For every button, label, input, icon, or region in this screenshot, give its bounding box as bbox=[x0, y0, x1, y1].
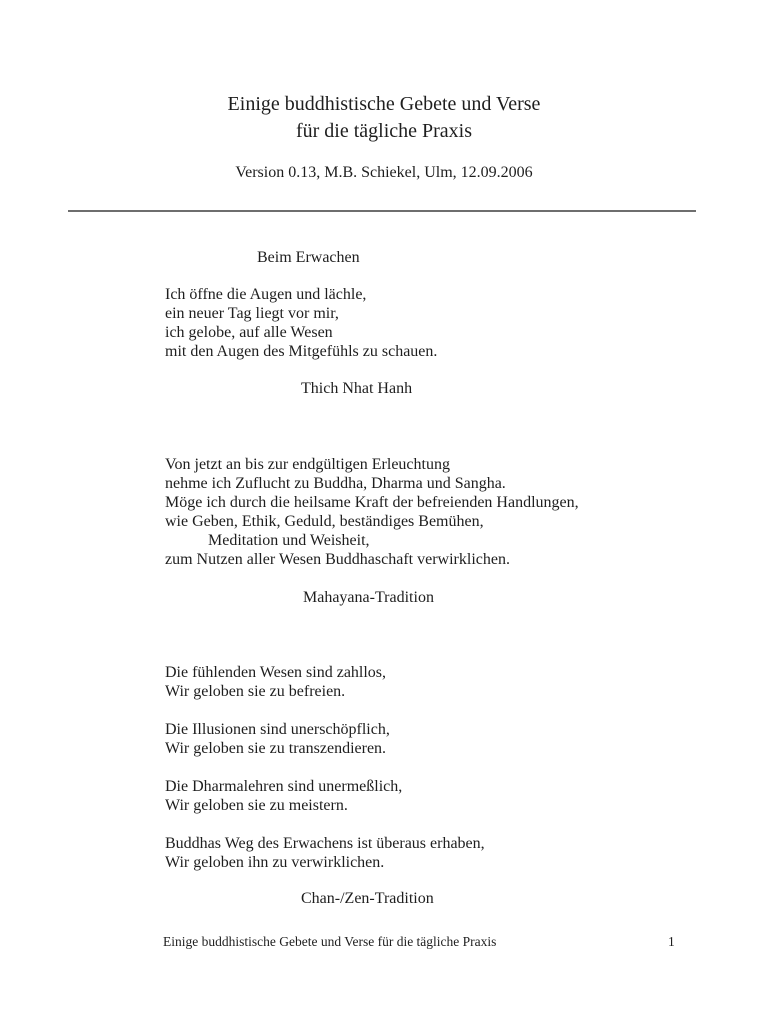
stanza-line: Von jetzt an bis zur endgültigen Erleuchtung bbox=[165, 456, 450, 473]
stanza-line: Wir geloben sie zu befreien. bbox=[165, 683, 346, 700]
stanza-vow-4 bbox=[165, 834, 485, 872]
version-line: Version 0.13, M.B. Schiekel, Ulm, 12.09.2006 bbox=[235, 164, 533, 181]
horizontal-divider bbox=[68, 210, 696, 212]
footer-page-number: 1 bbox=[668, 934, 675, 949]
stanza-line: Wir geloben sie zu transzendieren. bbox=[165, 740, 387, 757]
stanza-vow-1 bbox=[165, 663, 485, 701]
stanza-line: mit den Augen des Mitgefühls zu schauen. bbox=[165, 343, 438, 360]
stanza-mahayana bbox=[165, 455, 579, 569]
stanza-line: Die Dharmalehren sind unermeßlich, bbox=[165, 778, 403, 795]
attribution-thich-nhat-hanh: Thich Nhat Hanh bbox=[301, 380, 413, 397]
stanza-line: zum Nutzen aller Wesen Buddhaschaft verwirklichen. bbox=[165, 551, 510, 568]
attribution-mahayana-tradition: Mahayana-Tradition bbox=[303, 589, 434, 606]
document-title bbox=[0, 91, 768, 145]
attribution-chan-zen-tradition: Chan-/Zen-Tradition bbox=[301, 890, 434, 907]
stanza-line: Wir geloben ihn zu verwirklichen. bbox=[165, 854, 385, 871]
section-heading-beim-erwachen: Beim Erwachen bbox=[257, 249, 360, 266]
stanza-line: Möge ich durch die heilsame Kraft der befreienden Handlungen, bbox=[165, 494, 579, 511]
document-title-line1: Einige buddhistische Gebete und Verse bbox=[227, 93, 541, 115]
stanza-line: Buddhas Weg des Erwachens ist überaus erhaben, bbox=[165, 835, 485, 852]
footer-running-title: Einige buddhistische Gebete und Verse für die tägliche Praxis bbox=[163, 934, 497, 949]
stanza-line: Ich öffne die Augen und lächle, bbox=[165, 286, 367, 303]
stanza-line: Wir geloben sie zu meistern. bbox=[165, 797, 348, 814]
stanza-line: ich gelobe, auf alle Wesen bbox=[165, 324, 333, 341]
stanza-vow-3 bbox=[165, 777, 485, 815]
stanzas-chan-zen bbox=[165, 663, 485, 891]
stanza-vow-2 bbox=[165, 720, 485, 758]
stanza-line: Die Illusionen sind unerschöpflich, bbox=[165, 721, 390, 738]
stanza-beim-erwachen bbox=[165, 285, 437, 361]
stanza-line: nehme ich Zuflucht zu Buddha, Dharma und Sangha. bbox=[165, 475, 506, 492]
stanza-line: wie Geben, Ethik, Geduld, beständiges Bemühen, bbox=[165, 513, 484, 530]
document-title-line2: für die tägliche Praxis bbox=[295, 120, 473, 142]
stanza-line-indented: Meditation und Weisheit, bbox=[208, 532, 370, 549]
stanza-line: Die fühlenden Wesen sind zahllos, bbox=[165, 664, 387, 681]
stanza-line: ein neuer Tag liegt vor mir, bbox=[165, 305, 339, 322]
